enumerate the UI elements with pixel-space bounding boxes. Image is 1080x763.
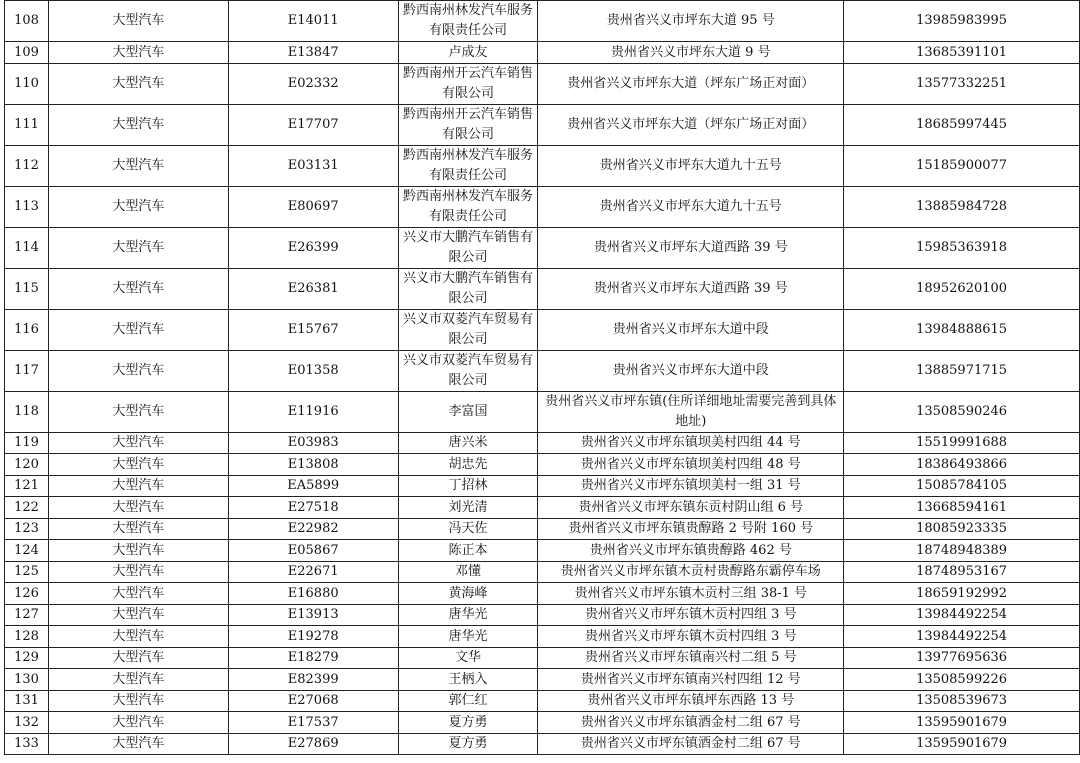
vehicle-type-cell: 大型汽车 <box>48 733 228 755</box>
address-cell: 贵州省兴义市坪东镇贵醇路 2 号附 160 号 <box>538 518 844 540</box>
vehicle-type-cell: 大型汽车 <box>48 561 228 583</box>
row-number-cell: 110 <box>5 63 49 104</box>
plate-number-cell: E22982 <box>228 518 398 540</box>
table-row <box>5 626 1080 648</box>
plate-number-cell: EA5899 <box>228 475 398 497</box>
vehicle-type-cell: 大型汽车 <box>48 454 228 476</box>
address-cell: 贵州省兴义市坪东镇酒金村二组 67 号 <box>538 733 844 755</box>
table-row <box>5 497 1080 519</box>
table-row <box>5 432 1080 454</box>
owner-cell: 陈正本 <box>398 540 538 562</box>
plate-number-cell: E26381 <box>228 268 398 309</box>
address-cell: 贵州省兴义市坪东大道 95 号 <box>538 1 844 42</box>
vehicle-type-cell: 大型汽车 <box>48 712 228 734</box>
phone-cell: 18659192992 <box>844 583 1080 605</box>
address-cell: 贵州省兴义市坪东镇东贡村阴山组 6 号 <box>538 497 844 519</box>
row-number-cell: 121 <box>5 475 49 497</box>
plate-number-cell: E17537 <box>228 712 398 734</box>
row-number-cell: 108 <box>5 1 49 42</box>
table-row <box>5 227 1080 268</box>
owner-cell: 邓懂 <box>398 561 538 583</box>
owner-cell: 唐华光 <box>398 626 538 648</box>
owner-cell: 丁招林 <box>398 475 538 497</box>
address-cell: 贵州省兴义市坪东镇坝美村四组 48 号 <box>538 454 844 476</box>
plate-number-cell: E27869 <box>228 733 398 755</box>
table-row <box>5 42 1080 64</box>
address-cell: 贵州省兴义市坪东大道中段 <box>538 309 844 350</box>
owner-cell: 胡忠先 <box>398 454 538 476</box>
vehicle-type-cell: 大型汽车 <box>48 540 228 562</box>
table-row <box>5 350 1080 391</box>
address-cell: 贵州省兴义市坪东大道 9 号 <box>538 42 844 64</box>
phone-cell: 18685997445 <box>844 104 1080 145</box>
row-number-cell: 129 <box>5 647 49 669</box>
table-row <box>5 540 1080 562</box>
plate-number-cell: E18279 <box>228 647 398 669</box>
address-cell: 贵州省兴义市坪东镇(住所详细地址需要完善到具体地址) <box>538 391 844 432</box>
row-number-cell: 125 <box>5 561 49 583</box>
vehicle-type-cell: 大型汽车 <box>48 583 228 605</box>
vehicle-type-cell: 大型汽车 <box>48 690 228 712</box>
table-row <box>5 690 1080 712</box>
row-number-cell: 120 <box>5 454 49 476</box>
row-number-cell: 117 <box>5 350 49 391</box>
vehicle-type-cell: 大型汽车 <box>48 669 228 691</box>
row-number-cell: 130 <box>5 669 49 691</box>
row-number-cell: 114 <box>5 227 49 268</box>
phone-cell: 13508590246 <box>844 391 1080 432</box>
phone-cell: 13508539673 <box>844 690 1080 712</box>
owner-cell: 文华 <box>398 647 538 669</box>
vehicle-type-cell: 大型汽车 <box>48 626 228 648</box>
phone-cell: 13984492254 <box>844 604 1080 626</box>
vehicle-type-cell: 大型汽车 <box>48 604 228 626</box>
owner-cell: 黔西南州林发汽车服务有限责任公司 <box>398 145 538 186</box>
address-cell: 贵州省兴义市坪东镇贵醇路 462 号 <box>538 540 844 562</box>
owner-cell: 郭仁红 <box>398 690 538 712</box>
owner-cell: 兴义市双菱汽车贸易有限公司 <box>398 309 538 350</box>
address-cell: 贵州省兴义市坪东镇酒金村二组 67 号 <box>538 712 844 734</box>
owner-cell: 兴义市大鹏汽车销售有限公司 <box>398 227 538 268</box>
vehicle-type-cell: 大型汽车 <box>48 309 228 350</box>
phone-cell: 18386493866 <box>844 454 1080 476</box>
phone-cell: 13595901679 <box>844 712 1080 734</box>
row-number-cell: 124 <box>5 540 49 562</box>
row-number-cell: 111 <box>5 104 49 145</box>
row-number-cell: 118 <box>5 391 49 432</box>
plate-number-cell: E22671 <box>228 561 398 583</box>
plate-number-cell: E14011 <box>228 1 398 42</box>
owner-cell: 王柄入 <box>398 669 538 691</box>
table-row <box>5 145 1080 186</box>
plate-number-cell: E13808 <box>228 454 398 476</box>
row-number-cell: 128 <box>5 626 49 648</box>
address-cell: 贵州省兴义市坪东大道西路 39 号 <box>538 227 844 268</box>
table-row <box>5 604 1080 626</box>
vehicle-type-cell: 大型汽车 <box>48 1 228 42</box>
phone-cell: 13885971715 <box>844 350 1080 391</box>
row-number-cell: 131 <box>5 690 49 712</box>
vehicle-type-cell: 大型汽车 <box>48 647 228 669</box>
owner-cell: 黔西南州开云汽车销售有限公司 <box>398 104 538 145</box>
row-number-cell: 126 <box>5 583 49 605</box>
vehicle-type-cell: 大型汽车 <box>48 104 228 145</box>
vehicle-type-cell: 大型汽车 <box>48 145 228 186</box>
row-number-cell: 132 <box>5 712 49 734</box>
owner-cell: 黔西南州林发汽车服务有限责任公司 <box>398 186 538 227</box>
vehicle-type-cell: 大型汽车 <box>48 518 228 540</box>
address-cell: 贵州省兴义市坪东镇木贡村三组 38-1 号 <box>538 583 844 605</box>
owner-cell: 夏方勇 <box>398 733 538 755</box>
plate-number-cell: E26399 <box>228 227 398 268</box>
table-row <box>5 104 1080 145</box>
table-row <box>5 518 1080 540</box>
row-number-cell: 109 <box>5 42 49 64</box>
phone-cell: 18085923335 <box>844 518 1080 540</box>
owner-cell: 黔西南州开云汽车销售有限公司 <box>398 63 538 104</box>
owner-cell: 刘光清 <box>398 497 538 519</box>
plate-number-cell: E80697 <box>228 186 398 227</box>
owner-cell: 卢成友 <box>398 42 538 64</box>
row-number-cell: 113 <box>5 186 49 227</box>
vehicle-type-cell: 大型汽车 <box>48 497 228 519</box>
phone-cell: 13577332251 <box>844 63 1080 104</box>
row-number-cell: 112 <box>5 145 49 186</box>
table-row <box>5 583 1080 605</box>
row-number-cell: 115 <box>5 268 49 309</box>
vehicle-type-cell: 大型汽车 <box>48 475 228 497</box>
owner-cell: 黔西南州林发汽车服务有限责任公司 <box>398 1 538 42</box>
table-row <box>5 712 1080 734</box>
plate-number-cell: E19278 <box>228 626 398 648</box>
address-cell: 贵州省兴义市坪东镇南兴村四组 12 号 <box>538 669 844 691</box>
plate-number-cell: E15767 <box>228 309 398 350</box>
table-row <box>5 186 1080 227</box>
owner-cell: 唐华光 <box>398 604 538 626</box>
owner-cell: 夏方勇 <box>398 712 538 734</box>
address-cell: 贵州省兴义市坪东大道九十五号 <box>538 186 844 227</box>
address-cell: 贵州省兴义市坪东大道中段 <box>538 350 844 391</box>
row-number-cell: 123 <box>5 518 49 540</box>
vehicle-registry-table <box>4 0 1080 755</box>
plate-number-cell: E82399 <box>228 669 398 691</box>
vehicle-type-cell: 大型汽车 <box>48 350 228 391</box>
phone-cell: 13595901679 <box>844 733 1080 755</box>
phone-cell: 15985363918 <box>844 227 1080 268</box>
address-cell: 贵州省兴义市坪东镇木贡村贵醇路东霸停车场 <box>538 561 844 583</box>
phone-cell: 18952620100 <box>844 268 1080 309</box>
row-number-cell: 122 <box>5 497 49 519</box>
phone-cell: 15085784105 <box>844 475 1080 497</box>
phone-cell: 13985983995 <box>844 1 1080 42</box>
table-row <box>5 475 1080 497</box>
row-number-cell: 127 <box>5 604 49 626</box>
vehicle-type-cell: 大型汽车 <box>48 268 228 309</box>
address-cell: 贵州省兴义市坪东镇木贡村四组 3 号 <box>538 626 844 648</box>
phone-cell: 13977695636 <box>844 647 1080 669</box>
vehicle-type-cell: 大型汽车 <box>48 42 228 64</box>
address-cell: 贵州省兴义市坪东镇坝美村一组 31 号 <box>538 475 844 497</box>
plate-number-cell: E01358 <box>228 350 398 391</box>
table-row <box>5 63 1080 104</box>
table-row <box>5 391 1080 432</box>
address-cell: 贵州省兴义市坪东大道九十五号 <box>538 145 844 186</box>
plate-number-cell: E27518 <box>228 497 398 519</box>
plate-number-cell: E03131 <box>228 145 398 186</box>
address-cell: 贵州省兴义市坪东镇南兴村二组 5 号 <box>538 647 844 669</box>
table-row <box>5 268 1080 309</box>
owner-cell: 李富国 <box>398 391 538 432</box>
row-number-cell: 119 <box>5 432 49 454</box>
phone-cell: 15519991688 <box>844 432 1080 454</box>
plate-number-cell: E16880 <box>228 583 398 605</box>
owner-cell: 黄海峰 <box>398 583 538 605</box>
plate-number-cell: E27068 <box>228 690 398 712</box>
plate-number-cell: E13913 <box>228 604 398 626</box>
table-row <box>5 309 1080 350</box>
owner-cell: 冯天佐 <box>398 518 538 540</box>
phone-cell: 18748953167 <box>844 561 1080 583</box>
address-cell: 贵州省兴义市坪东镇坝美村四组 44 号 <box>538 432 844 454</box>
vehicle-type-cell: 大型汽车 <box>48 186 228 227</box>
phone-cell: 13508599226 <box>844 669 1080 691</box>
owner-cell: 唐兴米 <box>398 432 538 454</box>
vehicle-type-cell: 大型汽车 <box>48 63 228 104</box>
phone-cell: 13885984728 <box>844 186 1080 227</box>
plate-number-cell: E17707 <box>228 104 398 145</box>
plate-number-cell: E02332 <box>228 63 398 104</box>
plate-number-cell: E03983 <box>228 432 398 454</box>
row-number-cell: 116 <box>5 309 49 350</box>
table-row <box>5 454 1080 476</box>
vehicle-type-cell: 大型汽车 <box>48 227 228 268</box>
address-cell: 贵州省兴义市坪东大道（坪东广场正对面） <box>538 63 844 104</box>
table-row <box>5 647 1080 669</box>
phone-cell: 13685391101 <box>844 42 1080 64</box>
address-cell: 贵州省兴义市坪东镇木贡村四组 3 号 <box>538 604 844 626</box>
owner-cell: 兴义市双菱汽车贸易有限公司 <box>398 350 538 391</box>
address-cell: 贵州省兴义市坪东镇坪东西路 13 号 <box>538 690 844 712</box>
plate-number-cell: E11916 <box>228 391 398 432</box>
phone-cell: 13668594161 <box>844 497 1080 519</box>
phone-cell: 15185900077 <box>844 145 1080 186</box>
plate-number-cell: E05867 <box>228 540 398 562</box>
vehicle-type-cell: 大型汽车 <box>48 432 228 454</box>
table-row <box>5 669 1080 691</box>
table-row <box>5 561 1080 583</box>
address-cell: 贵州省兴义市坪东大道（坪东广场正对面） <box>538 104 844 145</box>
vehicle-type-cell: 大型汽车 <box>48 391 228 432</box>
phone-cell: 13984888615 <box>844 309 1080 350</box>
phone-cell: 13984492254 <box>844 626 1080 648</box>
address-cell: 贵州省兴义市坪东大道西路 39 号 <box>538 268 844 309</box>
table-body <box>5 1 1080 755</box>
phone-cell: 18748948389 <box>844 540 1080 562</box>
table-row <box>5 733 1080 755</box>
table-row <box>5 1 1080 42</box>
row-number-cell: 133 <box>5 733 49 755</box>
owner-cell: 兴义市大鹏汽车销售有限公司 <box>398 268 538 309</box>
plate-number-cell: E13847 <box>228 42 398 64</box>
